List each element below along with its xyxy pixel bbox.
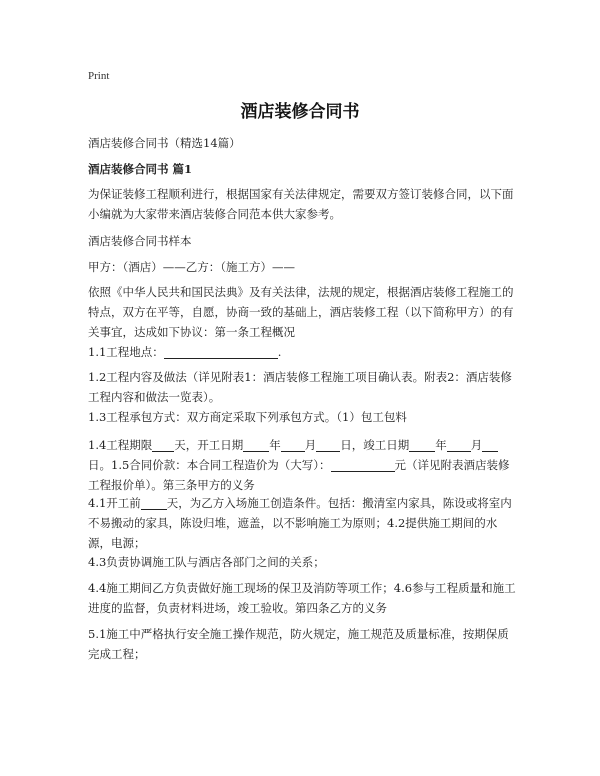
clause-1-1-label: 1.1工程地点：	[88, 345, 164, 359]
doc-subtitle: 酒店装修合同书（精选14篇）	[88, 136, 241, 150]
section-heading: 酒店装修合同书 篇1	[88, 162, 193, 176]
sample-title: 酒店装修合同书样本	[88, 234, 192, 248]
start-day-blank	[316, 437, 340, 452]
clause-4-1-text-a: 4.1开工前	[88, 496, 141, 510]
page-title: 酒店装修合同书	[240, 102, 360, 122]
price-blank	[331, 457, 395, 472]
parties-line: 甲方：（酒店）——乙方：（施工方）——	[88, 260, 295, 274]
clause-1-4-text-f: 年	[435, 438, 447, 452]
clause-1-2: 1.2工程内容及做法（详见附表1：酒店装修工程施工项目确认表。附表2：酒店装修工程内容和做法一览表）。	[88, 370, 512, 404]
clause-1-4-text-i: 元（详见附表酒店装修工程报价单）。第三条甲方的义务	[88, 458, 510, 492]
clause-4-1-text-b: 天，为乙方入场施工创造条件。包括：搬清室内家具，陈设或将室内不易搬动的家具，陈设归堆，遮盖，以不影响施工为原则；4.2提供施工期间的水源，电源；	[88, 496, 512, 550]
clause-1-4-text-g: 月	[470, 438, 483, 452]
period-days-blank	[152, 437, 174, 452]
start-month-blank	[281, 437, 305, 452]
clause-1-4-text-a: 1.4工程期限	[88, 438, 153, 452]
end-year-blank	[409, 437, 435, 452]
end-day-blank	[482, 437, 498, 452]
clause-4-3: 4.3负责协调施工队与酒店各部门之间的关系；	[88, 555, 325, 569]
clause-1-4	[88, 435, 516, 495]
clause-1-4-text-d: 月	[304, 438, 317, 452]
intro-paragraph: 为保证装修工程顺利进行，根据国家有关法律规定，需要双方签订装修合同，以下面小编就为大家带来酒店装修合同范本供大家参考。	[88, 187, 514, 221]
basis-paragraph: 依照《中华人民共和国民法典》及有关法律，法规的规定，根据酒店装修工程施工的特点，双方在平等，自愿，协商一致的基础上，酒店装修工程（以下简称甲方）的有关事宜，达成如下协议：第一条工程概况	[88, 285, 514, 339]
print-label[interactable]: Print	[88, 70, 110, 82]
clause-1-1-end: .	[277, 345, 282, 359]
clause-1-4-text-e: 日，竣工日期	[340, 438, 410, 452]
clause-1-4-text-h: 日。1.5合同价款：本合同工程造价为（大写）：	[88, 458, 331, 472]
days-before-blank	[141, 495, 167, 510]
clause-1-4-text-c: 年	[269, 438, 281, 452]
site-blank	[164, 344, 278, 359]
clause-4-1	[88, 493, 516, 553]
clause-5-1: 5.1施工中严格执行安全施工操作规范，防火规定，施工规范及质量标准，按期保质完成工程；	[88, 627, 509, 661]
start-year-blank	[243, 437, 269, 452]
clause-1-3: 1.3工程承包方式：双方商定采取下列承包方式。（1）包工包料	[88, 410, 407, 424]
clause-1-4-text-b: 天，开工日期	[174, 438, 244, 452]
end-month-blank	[447, 437, 471, 452]
clause-1-1	[88, 342, 516, 362]
clause-4-4: 4.4施工期间乙方负责做好施工现场的保卫及消防等项工作；4.6参与工程质量和施工进度的监督，负责材料进场，竣工验收。第四条乙方的义务	[88, 581, 516, 615]
